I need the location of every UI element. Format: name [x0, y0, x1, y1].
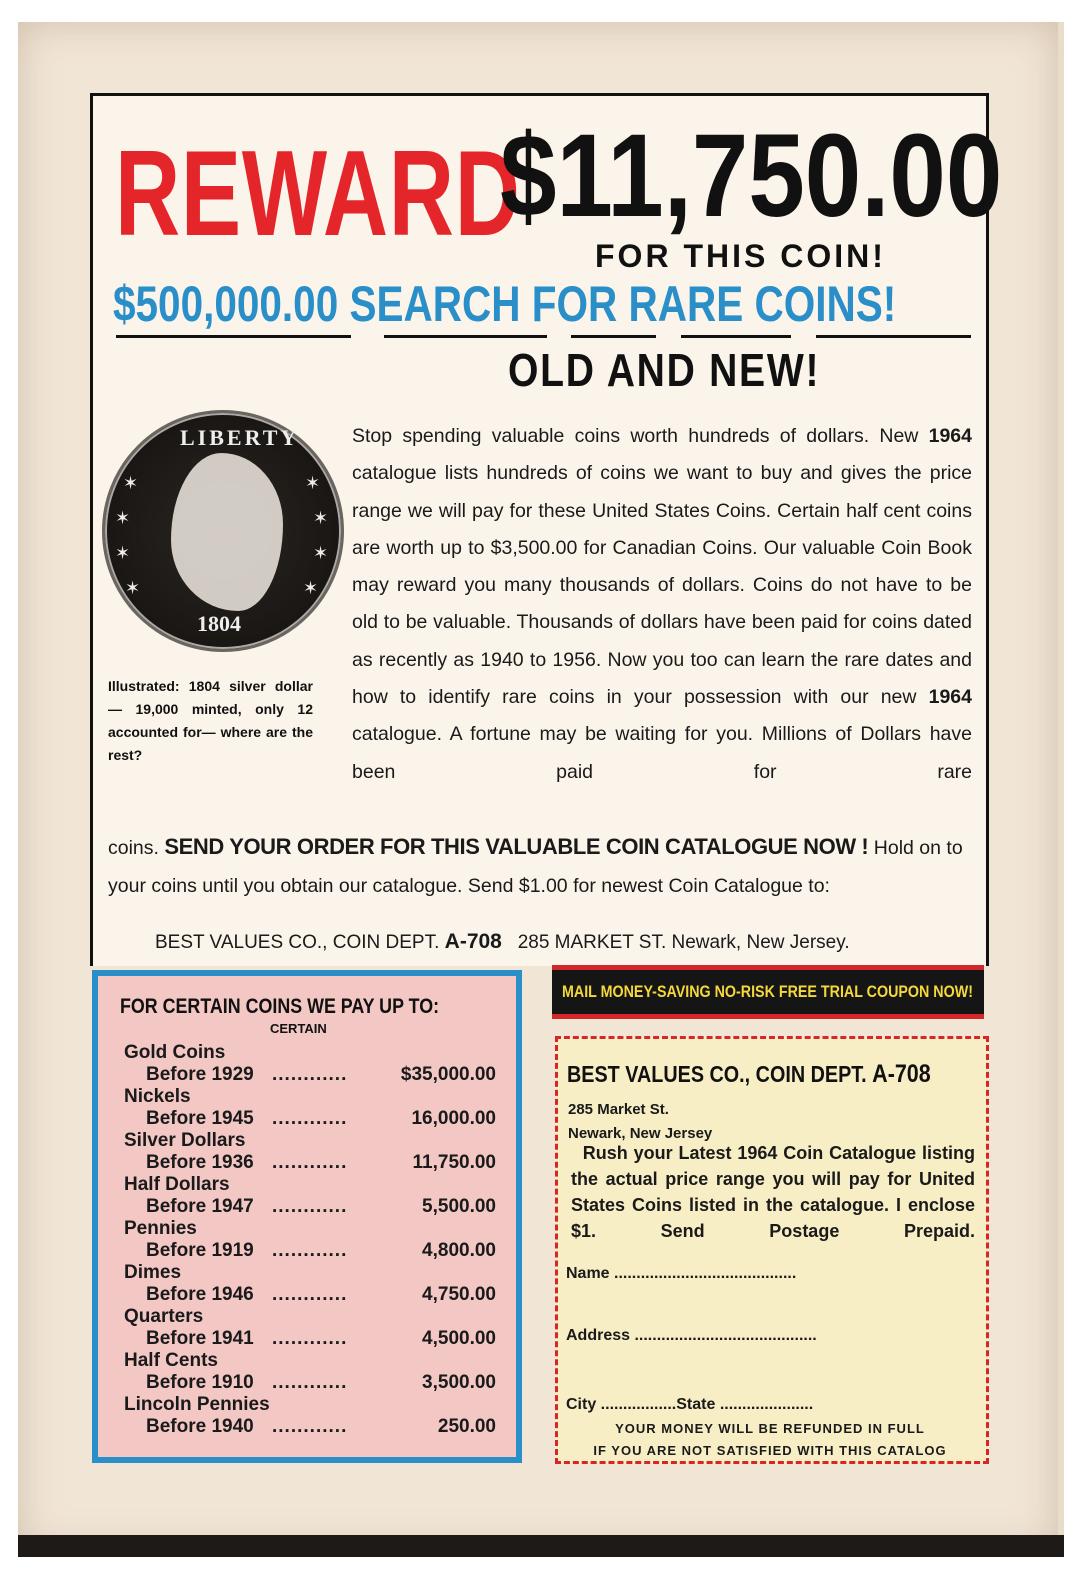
coupon-city: Newark, New Jersey — [568, 1125, 713, 1142]
star-icon: ✶ — [115, 543, 131, 563]
coin-category: Lincoln Pennies — [124, 1394, 270, 1415]
coin-date: Before 1941 — [146, 1328, 254, 1349]
coin-date: Before 1940 — [146, 1416, 254, 1437]
list-item — [122, 1174, 502, 1218]
reward-amount: $11,750.00 — [500, 110, 1003, 242]
leader-dots: ............ — [272, 1240, 348, 1261]
price-list-title: FOR CERTAIN COINS WE PAY UP TO: — [120, 995, 440, 1018]
coin-category: Half Dollars — [124, 1174, 230, 1195]
coin-legend: LIBERTY — [180, 425, 300, 450]
leader-dots: ............ — [272, 1328, 348, 1349]
leader-dots: ............ — [272, 1064, 348, 1085]
body-copy — [352, 418, 972, 791]
list-item — [122, 1350, 502, 1394]
leader-dots: ............ — [272, 1416, 348, 1437]
body-text: coins. — [108, 837, 165, 859]
catalogue-year: 1964 — [737, 1143, 778, 1163]
coin-date: Before 1919 — [146, 1240, 254, 1261]
leader-dots: ............ — [272, 1284, 348, 1305]
heading-underlines — [116, 335, 971, 341]
coin-date: Before 1929 — [146, 1064, 254, 1085]
coin-price: 5,500.00 — [422, 1196, 496, 1217]
street-address: 285 MARKET ST. Newark, New Jersey. — [517, 932, 850, 953]
star-icon: ✶ — [115, 508, 131, 528]
leader-dots: ............ — [272, 1152, 348, 1173]
price-list — [122, 1042, 502, 1438]
address-field[interactable]: Address ......................................... — [566, 1327, 817, 1344]
star-icon: ✶ — [125, 578, 141, 598]
leader-dots: ............ — [272, 1196, 348, 1217]
coin-price: 250.00 — [437, 1416, 496, 1437]
star-icon: ✶ — [303, 578, 319, 598]
coin-price: 4,500.00 — [422, 1328, 496, 1349]
coin-date: Before 1945 — [146, 1108, 254, 1129]
coin-category: Quarters — [124, 1306, 204, 1327]
star-icon: ✶ — [305, 473, 321, 493]
coupon-banner-text: MAIL MONEY-SAVING NO-RISK FREE TRIAL COUPON NOW! — [562, 982, 973, 1001]
coin-price: 3,500.00 — [422, 1372, 496, 1393]
coupon-text: Coin Catalogue listing the actual price range you will pay for United States Coins listed in the catalogue. I enclose $1. Send Postage Prepaid. — [571, 1143, 975, 1241]
reward-heading: REWARD — [115, 125, 521, 261]
coupon-dept-code: A-708 — [872, 1060, 931, 1088]
leader-dots: ............ — [272, 1372, 348, 1393]
search-rare-coins-heading: $500,000.00 SEARCH FOR RARE COINS! — [113, 276, 897, 332]
list-item — [122, 1394, 502, 1438]
list-item — [122, 1042, 502, 1086]
catalogue-year: 1964 — [928, 425, 972, 447]
coupon-street: 285 Market St. — [568, 1101, 669, 1118]
coin-price: 16,000.00 — [411, 1108, 496, 1129]
send-order-callout: SEND YOUR ORDER FOR THIS VALUABLE COIN CATALOGUE NOW ! — [164, 834, 869, 859]
body-text: Stop spending valuable coins worth hundreds of dollars. New — [352, 425, 929, 447]
old-and-new-heading: OLD AND NEW! — [508, 344, 821, 396]
company-address — [155, 930, 850, 954]
coin-date: Before 1910 — [146, 1372, 254, 1393]
list-item — [122, 1086, 502, 1130]
coin-date: Before 1936 — [146, 1152, 254, 1173]
coin-price: 4,800.00 — [422, 1240, 496, 1261]
price-list-subtitle: CERTAIN — [270, 1021, 327, 1036]
refund-notice: IF YOU ARE NOT SATISFIED WITH THIS CATALOG — [593, 1443, 947, 1458]
liberty-bust-icon — [171, 453, 283, 611]
silver-dollar-coin-image — [102, 410, 344, 652]
body-text: catalogue. A fortune may be waiting for you. Millions of Dollars have been paid for rare — [352, 723, 972, 783]
coin-category: Dimes — [124, 1262, 182, 1283]
coin-price: $35,000.00 — [400, 1064, 496, 1085]
department-code: A-708 — [444, 930, 502, 953]
body-text: Hold on to your coins until you obtain our catalogue. Send $1.00 for newest Coin Catalogue to: — [108, 837, 963, 897]
body-copy-tail — [108, 828, 976, 905]
coupon-heading — [567, 1060, 931, 1089]
coin-date: Before 1946 — [146, 1284, 254, 1305]
list-item — [122, 1218, 502, 1262]
leader-dots: ............ — [272, 1108, 348, 1129]
coin-price: 4,750.00 — [422, 1284, 496, 1305]
coin-category: Half Cents — [124, 1350, 218, 1371]
star-icon: ✶ — [313, 543, 329, 563]
star-icon: ✶ — [123, 473, 139, 493]
coin-category: Nickels — [124, 1086, 191, 1107]
list-item — [122, 1306, 502, 1350]
company-name: BEST VALUES CO., COIN DEPT. — [155, 932, 440, 953]
name-field[interactable]: Name ......................................... — [566, 1265, 797, 1282]
coin-year: 1804 — [197, 611, 241, 636]
coin-category: Silver Dollars — [124, 1130, 246, 1151]
coupon-body — [571, 1140, 975, 1244]
star-icon: ✶ — [313, 508, 329, 528]
coin-price: 11,750.00 — [412, 1152, 496, 1173]
city-state-field[interactable]: City .................State ..................... — [566, 1396, 814, 1413]
for-this-coin-text: FOR THIS COIN! — [595, 238, 886, 274]
page-bottom-edge — [18, 1535, 1064, 1557]
coupon-address — [568, 1098, 712, 1146]
refund-notice: YOUR MONEY WILL BE REFUNDED IN FULL — [615, 1421, 925, 1436]
catalogue-year: 1964 — [928, 686, 972, 709]
coin-date: Before 1947 — [146, 1196, 254, 1217]
list-item — [122, 1262, 502, 1306]
coin-caption: Illustrated: 1804 silver dollar — 19,000 minted, only 12 accounted for— where are the rest? — [108, 678, 313, 763]
coupon-company: BEST VALUES CO., COIN DEPT. — [567, 1061, 867, 1087]
coin-category: Gold Coins — [124, 1042, 226, 1063]
body-text: catalogue lists hundreds of coins we want to buy and gives the price range we will pay for these United States Coins. Certain half cent coins are worth up to $3,500.00 for Canadian Coins. Our valuable Coin Book may reward you many thousands of dollars. Coins do not have to be old to be valuable. Thousands of dollars have been paid for coins dated as recently as 1940 to 1956. Now you too can learn the rare dates and how to identify rare coins in your possession with our new — [352, 462, 972, 709]
coupon-text: Rush your Latest — [582, 1143, 738, 1163]
coin-category: Pennies — [124, 1218, 197, 1239]
list-item — [122, 1130, 502, 1174]
